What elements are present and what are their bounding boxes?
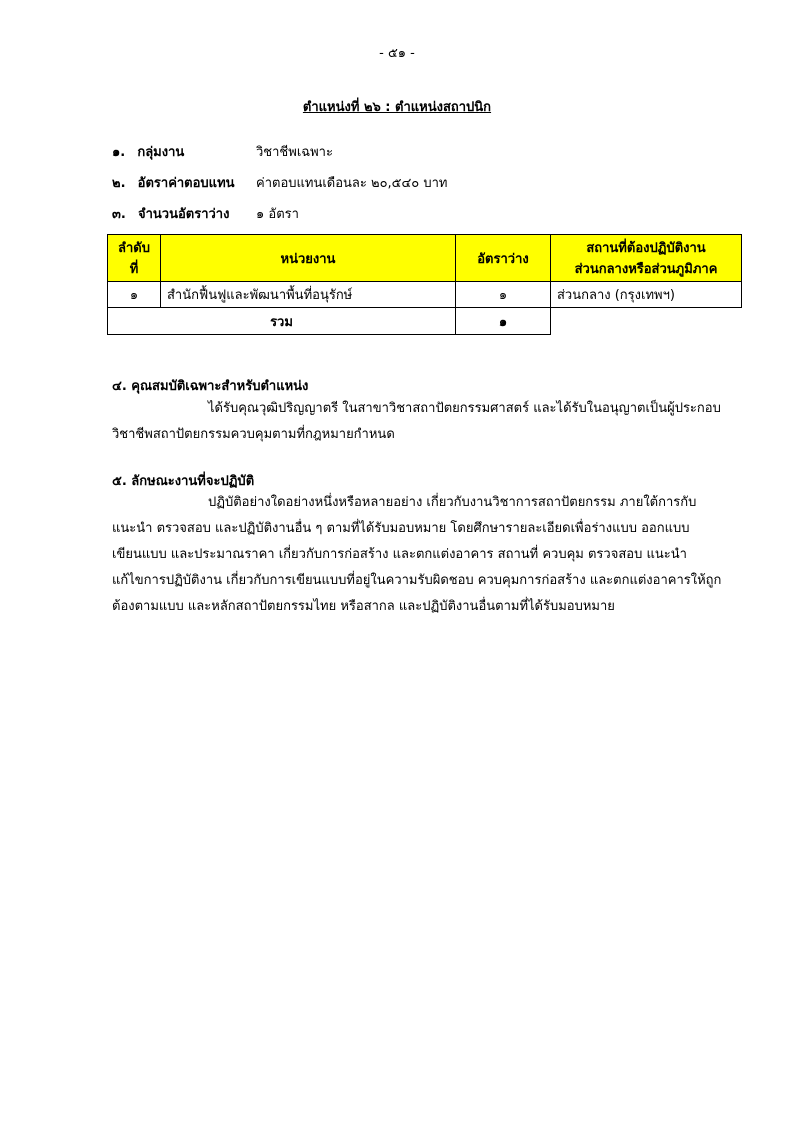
item-label: กลุ่มงาน	[137, 145, 185, 160]
header-location	[551, 235, 742, 282]
cell-unit: สำนักฟื้นฟูและพัฒนาพื้นที่อนุรักษ์	[161, 282, 456, 308]
total-label: รวม	[108, 308, 456, 335]
item-1	[112, 141, 184, 162]
position-title: ตำแหน่งที่ ๒๖ : ตำแหน่งสถาปนิก	[302, 100, 492, 115]
section-5-text: ปฏิบัติอย่างใดอย่างหนึ่งหรือหลายอย่าง เกี่ยวกับงานวิชาการสถาปัตยกรรม ภายใต้การกับแนะนำ ตรวจสอบ และปฏิบัติงานอื่น ๆ ตามที่ได้รับมอบหมาย โดยศึกษารายละเอียดเพื่อร่างแบบ ออกแบบ เขียนแบบ และประมาณราคา เกี่ยวกับการก่อสร้าง และตกแต่งอาคาร สถานที่ ควบคุม ตรวจสอบ แนะนำ แก้ไขการปฏิบัติงาน เกี่ยวกับการเขียนแบบที่อยู่ในความรับผิดชอบ ควบคุมการก่อสร้าง และตกแต่งอาคารให้ถูกต้องตามแบบ และหลักสถาปัตยกรรมไทย หรือสากล และปฏิบัติงานอื่นตามที่ได้รับมอบหมาย	[112, 495, 722, 614]
header-location-line1: สถานที่ต้องปฏิบัติงาน	[586, 241, 706, 256]
cell-location: ส่วนกลาง (กรุงเทพฯ)	[551, 282, 742, 308]
cell-vacancies: ๑	[456, 282, 551, 308]
table-row	[108, 282, 742, 308]
table-total-row	[108, 308, 742, 335]
item-number: ๓.	[112, 207, 126, 222]
item-3-value: ๑ อัตรา	[256, 207, 299, 222]
header-order-line1: ลำดับ	[118, 241, 150, 256]
item-number: ๑.	[112, 145, 126, 160]
section-5-heading: ๕. ลักษณะงานที่จะปฏิบัติ	[112, 474, 255, 489]
section-4-body	[112, 396, 722, 448]
item-2	[112, 172, 235, 193]
item-1-value: วิชาชีพเฉพาะ	[256, 145, 333, 160]
section-4-heading: ๔. คุณสมบัติเฉพาะสำหรับตำแหน่ง	[112, 379, 309, 394]
item-label: จำนวนอัตราว่าง	[137, 207, 230, 222]
empty-cell	[551, 308, 742, 335]
table-header-row	[108, 235, 742, 282]
header-vacancies: อัตราว่าง	[456, 235, 551, 282]
page-number: - ๕๑ -	[379, 46, 415, 61]
item-3	[112, 203, 229, 224]
item-2-value: ค่าตอบแทนเดือนละ ๒๐,๕๔๐ บาท	[256, 176, 448, 191]
header-order	[108, 235, 161, 282]
item-number: ๒.	[112, 176, 126, 191]
section-5-body	[112, 490, 722, 620]
vacancy-table	[107, 234, 742, 335]
total-value: ๑	[456, 308, 551, 335]
item-label: อัตราค่าตอบแทน	[137, 176, 235, 191]
section-4-text: ได้รับคุณวุฒิปริญญาตรี ในสาขาวิชาสถาปัตยกรรมศาสตร์ และได้รับในอนุญาตเป็นผู้ประกอบวิชาชีพสถาปัตยกรรมควบคุมตามที่กฎหมายกำหนด	[112, 401, 721, 442]
header-unit: หน่วยงาน	[161, 235, 456, 282]
cell-order: ๑	[108, 282, 161, 308]
header-order-line2: ที่	[129, 262, 139, 277]
header-location-line2: ส่วนกลางหรือส่วนภูมิภาค	[574, 262, 718, 277]
